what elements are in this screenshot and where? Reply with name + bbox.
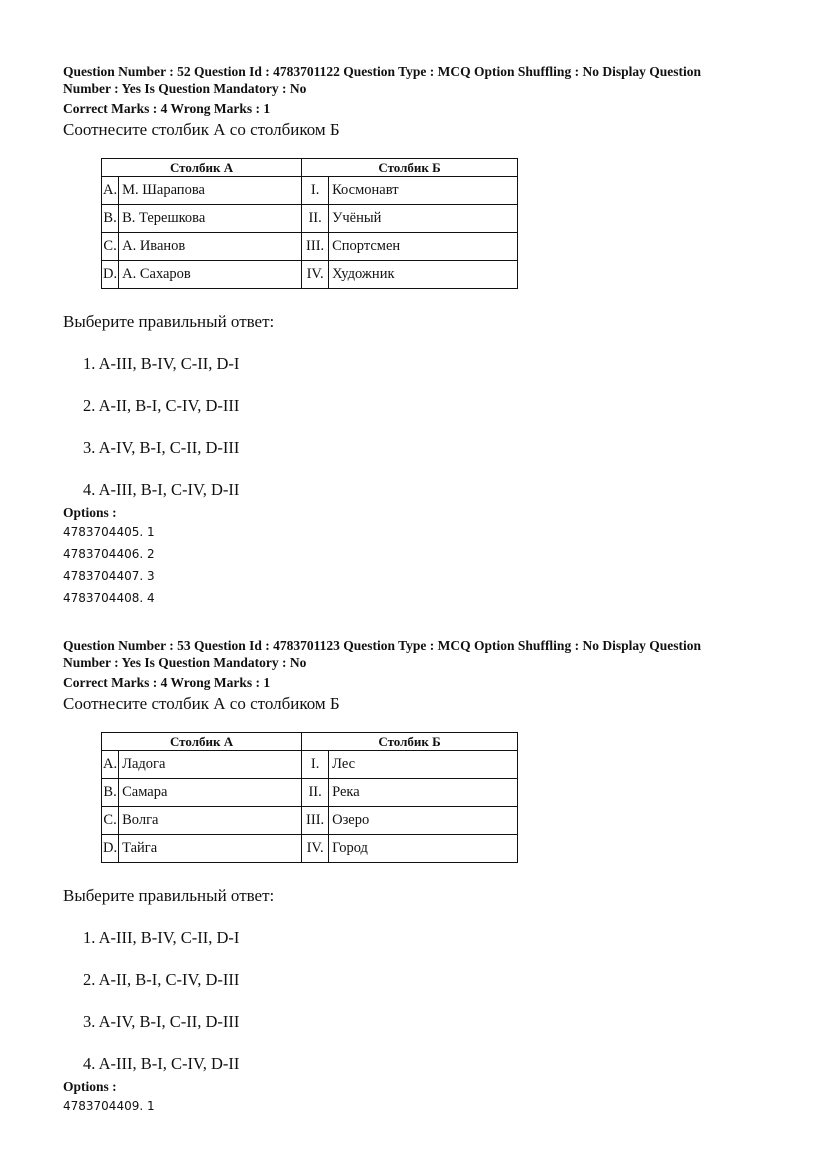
answer-choice[interactable]: 3. A-IV, B-I, C-II, D-III: [83, 438, 240, 457]
table-row: [102, 205, 518, 233]
answer-choice[interactable]: 2. A-II, B-I, C-IV, D-III: [83, 396, 240, 415]
row-a-label: A.: [102, 177, 119, 205]
row-b-label: I.: [302, 177, 329, 205]
answer-choice[interactable]: 1. A-III, B-IV, C-II, D-I: [83, 928, 240, 947]
question-prompt: Соотнесите столбик А со столбиком Б: [63, 120, 340, 139]
meta-line-1: Question Number : 53 Question Id : 4783701123 Question Type : MCQ Option Shuffling : No Display Question: [63, 638, 701, 653]
option-id: 4783704407. 3: [63, 569, 155, 583]
row-b-text: Художник: [329, 261, 518, 289]
answer-choice[interactable]: 4. A-III, B-I, C-IV, D-II: [83, 480, 240, 499]
row-b-label: III.: [302, 233, 329, 261]
column-a-header: Столбик А: [102, 733, 302, 751]
answer-list: [63, 353, 773, 501]
row-b-label: III.: [302, 807, 329, 835]
row-a-text: А. Сахаров: [119, 261, 302, 289]
row-a-label: D.: [102, 835, 119, 863]
question-53: [63, 637, 773, 1117]
row-a-text: А. Иванов: [119, 233, 302, 261]
row-a-label: D.: [102, 261, 119, 289]
column-a-header: Столбик А: [102, 159, 302, 177]
choose-instruction: Выберите правильный ответ:: [63, 312, 275, 331]
row-a-text: Волга: [119, 807, 302, 835]
row-a-label: C.: [102, 807, 119, 835]
table-row: [102, 261, 518, 289]
option-id: 4783704408. 4: [63, 591, 155, 605]
option-id: 4783704405. 1: [63, 525, 155, 539]
meta-line-1: Question Number : 52 Question Id : 4783701122 Question Type : MCQ Option Shuffling : No Display Question: [63, 64, 701, 79]
row-b-label: II.: [302, 779, 329, 807]
row-a-text: Тайга: [119, 835, 302, 863]
meta-line-2: Number : Yes Is Question Mandatory : No: [63, 655, 307, 670]
options-label: Options :: [63, 1079, 117, 1094]
table-row: [102, 779, 518, 807]
table-row: [102, 807, 518, 835]
answer-choice[interactable]: 3. A-IV, B-I, C-II, D-III: [83, 1012, 240, 1031]
match-table: [101, 732, 518, 863]
row-a-label: A.: [102, 751, 119, 779]
row-a-text: Ладога: [119, 751, 302, 779]
match-table: [101, 158, 518, 289]
row-b-label: I.: [302, 751, 329, 779]
column-b-header: Столбик Б: [302, 159, 518, 177]
row-b-text: Лес: [329, 751, 518, 779]
row-a-text: В. Терешкова: [119, 205, 302, 233]
row-a-label: B.: [102, 205, 119, 233]
table-row: [102, 835, 518, 863]
choose-instruction: Выберите правильный ответ:: [63, 886, 275, 905]
marks-line: Correct Marks : 4 Wrong Marks : 1: [63, 101, 271, 116]
row-b-text: Город: [329, 835, 518, 863]
row-b-text: Озеро: [329, 807, 518, 835]
question-52: [63, 63, 773, 609]
table-row: [102, 233, 518, 261]
row-a-text: Самара: [119, 779, 302, 807]
row-a-label: B.: [102, 779, 119, 807]
row-a-label: C.: [102, 233, 119, 261]
row-b-text: Учёный: [329, 205, 518, 233]
options-label: Options :: [63, 505, 117, 520]
question-prompt: Соотнесите столбик А со столбиком Б: [63, 694, 340, 713]
question-meta: [63, 63, 773, 117]
answer-choice[interactable]: 1. A-III, B-IV, C-II, D-I: [83, 354, 240, 373]
row-b-text: Космонавт: [329, 177, 518, 205]
row-b-label: IV.: [302, 835, 329, 863]
row-b-text: Река: [329, 779, 518, 807]
meta-line-2: Number : Yes Is Question Mandatory : No: [63, 81, 307, 96]
marks-line: Correct Marks : 4 Wrong Marks : 1: [63, 675, 271, 690]
table-row: [102, 177, 518, 205]
option-id: 4783704409. 1: [63, 1099, 155, 1113]
row-b-label: IV.: [302, 261, 329, 289]
row-a-text: М. Шарапова: [119, 177, 302, 205]
row-b-label: II.: [302, 205, 329, 233]
option-id: 4783704406. 2: [63, 547, 155, 561]
question-meta: [63, 637, 773, 691]
column-b-header: Столбик Б: [302, 733, 518, 751]
answer-list: [63, 927, 773, 1075]
answer-choice[interactable]: 4. A-III, B-I, C-IV, D-II: [83, 1054, 240, 1073]
answer-choice[interactable]: 2. A-II, B-I, C-IV, D-III: [83, 970, 240, 989]
table-row: [102, 751, 518, 779]
row-b-text: Спортсмен: [329, 233, 518, 261]
